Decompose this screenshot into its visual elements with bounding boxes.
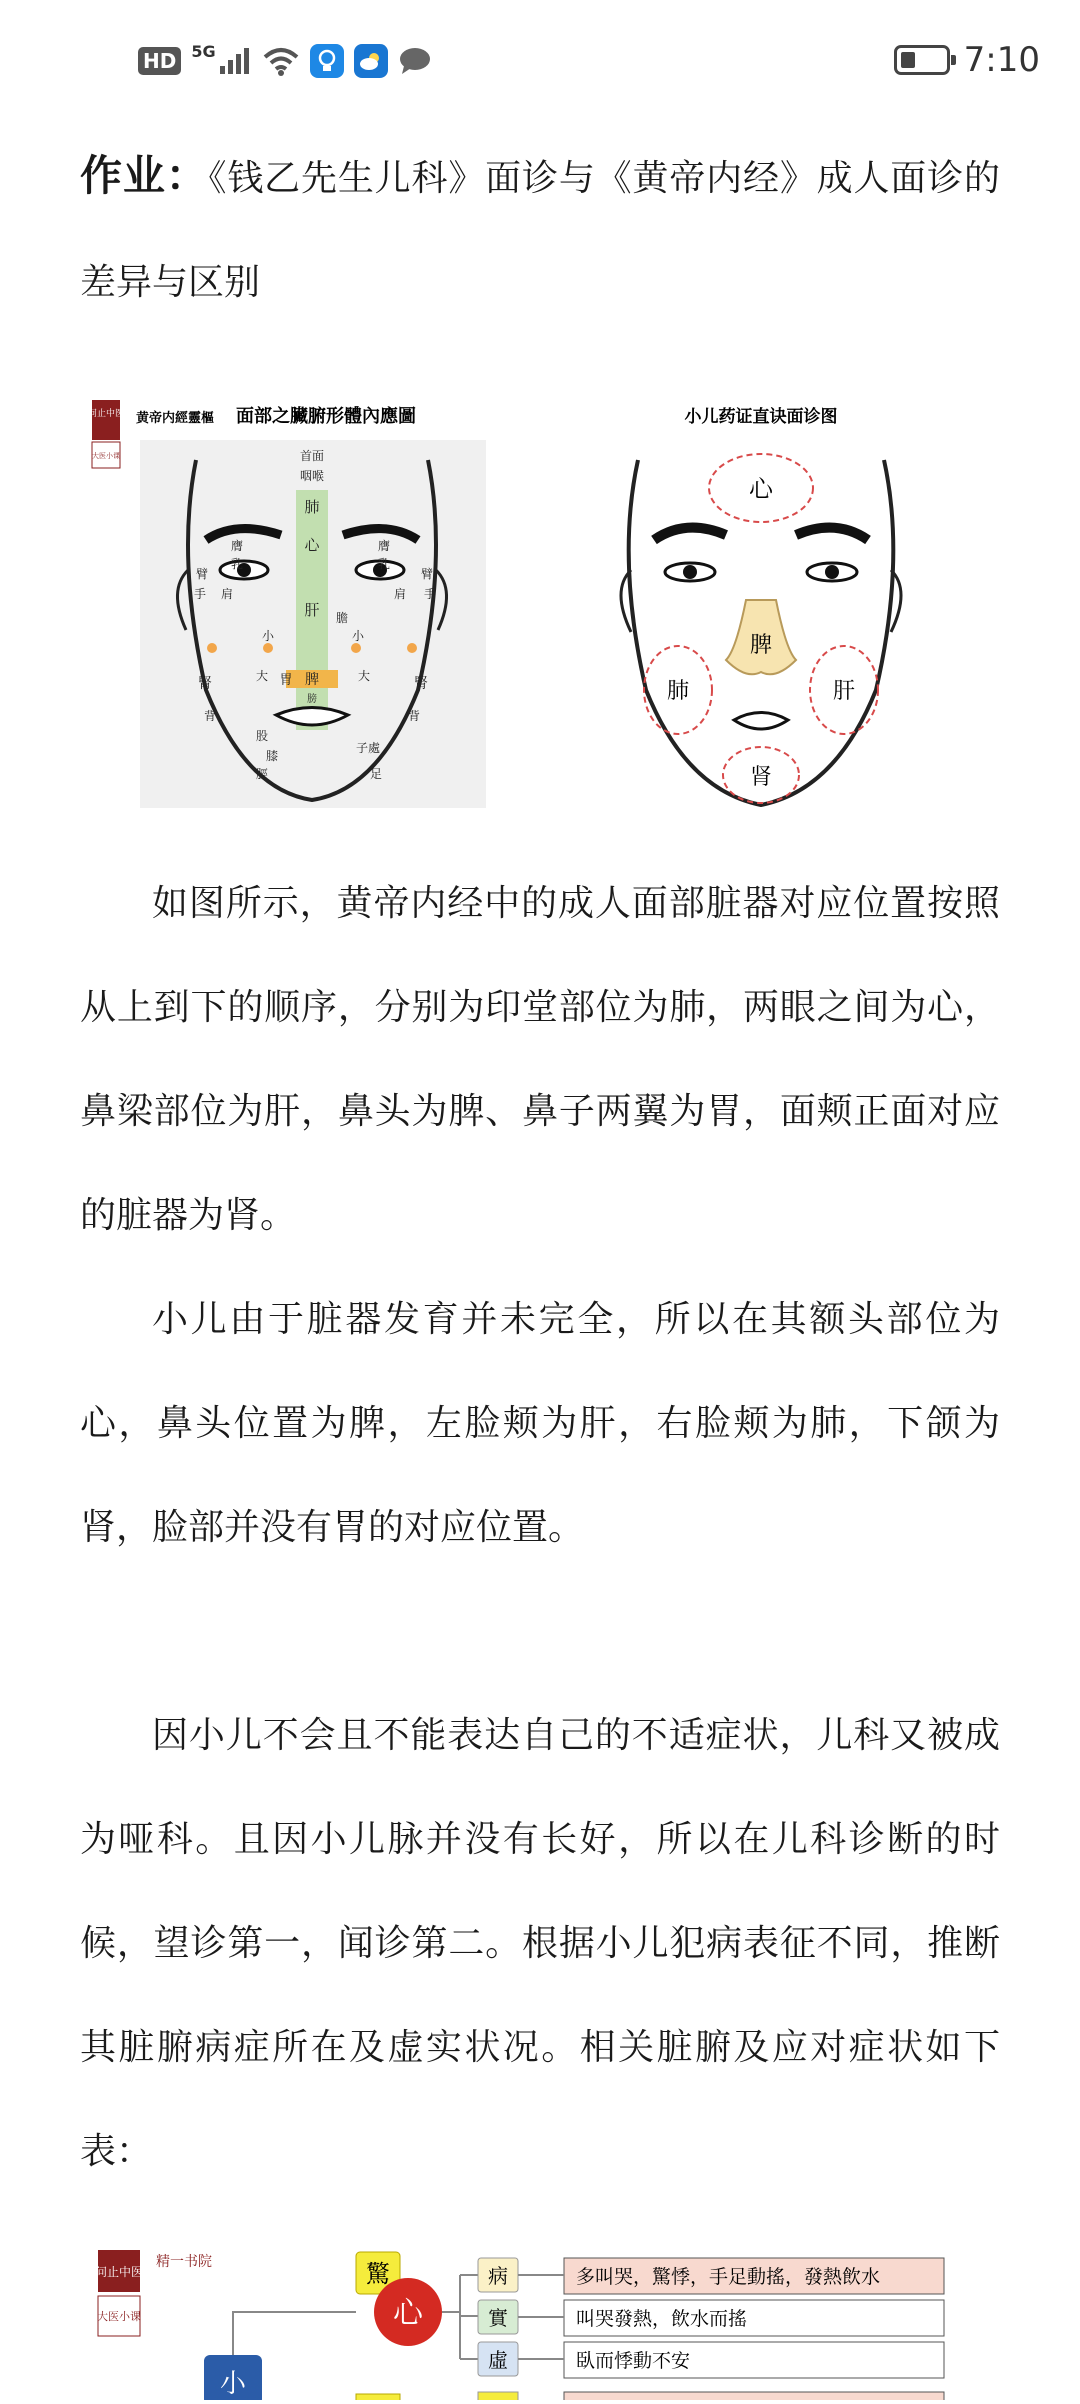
- status-bar-left: [138, 41, 432, 78]
- label-hand-l: 手: [194, 587, 207, 601]
- diagram-row-text: 叫哭發熱，飲水而搖: [576, 2308, 748, 2330]
- wifi-icon: [262, 46, 300, 76]
- right-label-lung: 肺: [666, 679, 690, 704]
- paragraph-child-face: 小儿由于脏器发育并未完全，所以在其额头部位为心，鼻头位置为脾，左脸颊为肝，右脸颊为肺，下颌为肾，脸部并没有胃的对应位置。: [80, 1299, 1000, 1548]
- label-large-l: 大: [256, 669, 269, 683]
- label-liver: 肝: [304, 601, 320, 619]
- label-kidney-r: 腎: [414, 676, 428, 692]
- paragraph-diagnosis: 因小儿不会且不能表达自己的不适症状，儿科又被成为哑科。且因小儿脉并没有长好，所以在儿科诊断的时候，望诊第一，闻诊第二。根据小儿犯病表征不同，推断其脏腑病症所在及虚实状况。相关脏腑及应对症状如下表：: [80, 1715, 1000, 2172]
- right-label-kidney: 肾: [749, 765, 773, 790]
- status-bar-right: [894, 40, 1040, 80]
- label-breast-l: 膺: [231, 539, 244, 553]
- diagram-row-label: 實: [488, 2306, 508, 2330]
- left-stamp-small-text: 大医小课: [92, 452, 120, 460]
- right-label-heart: 心: [749, 475, 773, 503]
- weather-app-icon: [354, 44, 388, 78]
- label-shoulder-l: 肩: [221, 587, 234, 601]
- label-knee: 膝: [266, 749, 279, 763]
- label-stomach: 胃: [279, 673, 293, 688]
- label-back-l: 背: [204, 709, 217, 723]
- left-stamp-text: 问止中医: [87, 409, 125, 419]
- label-breast-r: 膺: [378, 539, 391, 553]
- label-gall: 膽: [336, 611, 349, 625]
- face-diagnosis-figure: [86, 400, 946, 830]
- hd-indicator: HD: [138, 47, 181, 75]
- status-bar: [0, 0, 1080, 130]
- label-arm-r: 臂: [421, 567, 434, 581]
- diagram-stamp-text: 问止中医: [94, 2265, 144, 2279]
- left-figure-title: 面部之臟腑形體內應圖: [236, 406, 416, 427]
- label-bladder: 膀: [307, 694, 317, 705]
- label-small-r: 小: [352, 629, 365, 643]
- label-shin: 脛: [256, 767, 269, 781]
- diagram-root-label: 小: [219, 2369, 247, 2399]
- organ-symptom-diagram: [86, 2230, 986, 2400]
- label-lung: 肺: [304, 498, 320, 516]
- label-nipple-l: 乳: [231, 557, 244, 571]
- battery-level-fill: [901, 52, 916, 68]
- label-hand-r: 手: [424, 587, 437, 601]
- title-text: 《钱乙先生儿科》面诊与《黄帝内经》成人面诊的差异与区别: [80, 158, 1000, 303]
- diagram-row-text: 臥而悸動不安: [576, 2350, 691, 2372]
- label-throat: 咽喉: [299, 469, 325, 483]
- label-kidney-l: 腎: [198, 676, 212, 692]
- network-type: 5G: [191, 41, 216, 61]
- label-large-r: 大: [358, 669, 371, 683]
- paragraph-adult-face: 如图所示，黄帝内经中的成人面部脏器对应位置按照从上到下的顺序，分别为印堂部位为肺，两眼之间为心，鼻梁部位为肝，鼻头为脾、鼻子两翼为胃，面颊正面对应的脏器为肾。: [80, 883, 1000, 1236]
- battery-icon: [894, 45, 950, 75]
- diagram-row-label: 虛: [488, 2348, 508, 2372]
- diagram-rows: [478, 2258, 944, 2378]
- left-brand: 黄帝内經靈樞: [136, 411, 215, 426]
- right-figure-title: 小儿药证直诀面诊图: [684, 407, 838, 427]
- lightbulb-app-icon: [310, 44, 344, 78]
- diagram-stamp-small-text: 大医小课: [97, 2310, 141, 2323]
- adult-face-diagram: [88, 400, 486, 808]
- title-prefix: 作业：: [80, 151, 209, 200]
- label-uterus: 子處: [356, 741, 381, 755]
- label-spleen: 脾: [305, 672, 319, 688]
- label-shoulder-r: 肩: [394, 587, 407, 601]
- right-label-liver: 肝: [832, 679, 856, 704]
- diagram-organ-label: 心: [393, 2296, 423, 2331]
- diagram-category-label: 驚: [366, 2260, 390, 2288]
- label-arm-l: 臂: [196, 567, 209, 581]
- signal-icon: [218, 46, 252, 76]
- label-small-l: 小: [262, 629, 275, 643]
- diagram-row-text: 多叫哭，驚悸，手足動搖，發熱飲水: [576, 2266, 881, 2288]
- label-nipple-r: 乳: [378, 557, 391, 571]
- clock: 7:10: [963, 40, 1040, 80]
- article-title: [80, 124, 1000, 335]
- label-thigh: 股: [256, 729, 269, 743]
- left-stamp: [92, 400, 120, 440]
- child-face-diagram: [621, 406, 901, 805]
- label-back-r: 背: [408, 709, 421, 723]
- label-foot: 足: [370, 767, 383, 781]
- message-icon: [398, 46, 432, 76]
- right-label-spleen: 脾: [749, 633, 773, 658]
- label-top: 首面: [299, 449, 325, 463]
- diagram-row-label: 病: [488, 2264, 508, 2288]
- label-heart: 心: [304, 536, 320, 554]
- diagram-brand: 精一书院: [156, 2254, 212, 2270]
